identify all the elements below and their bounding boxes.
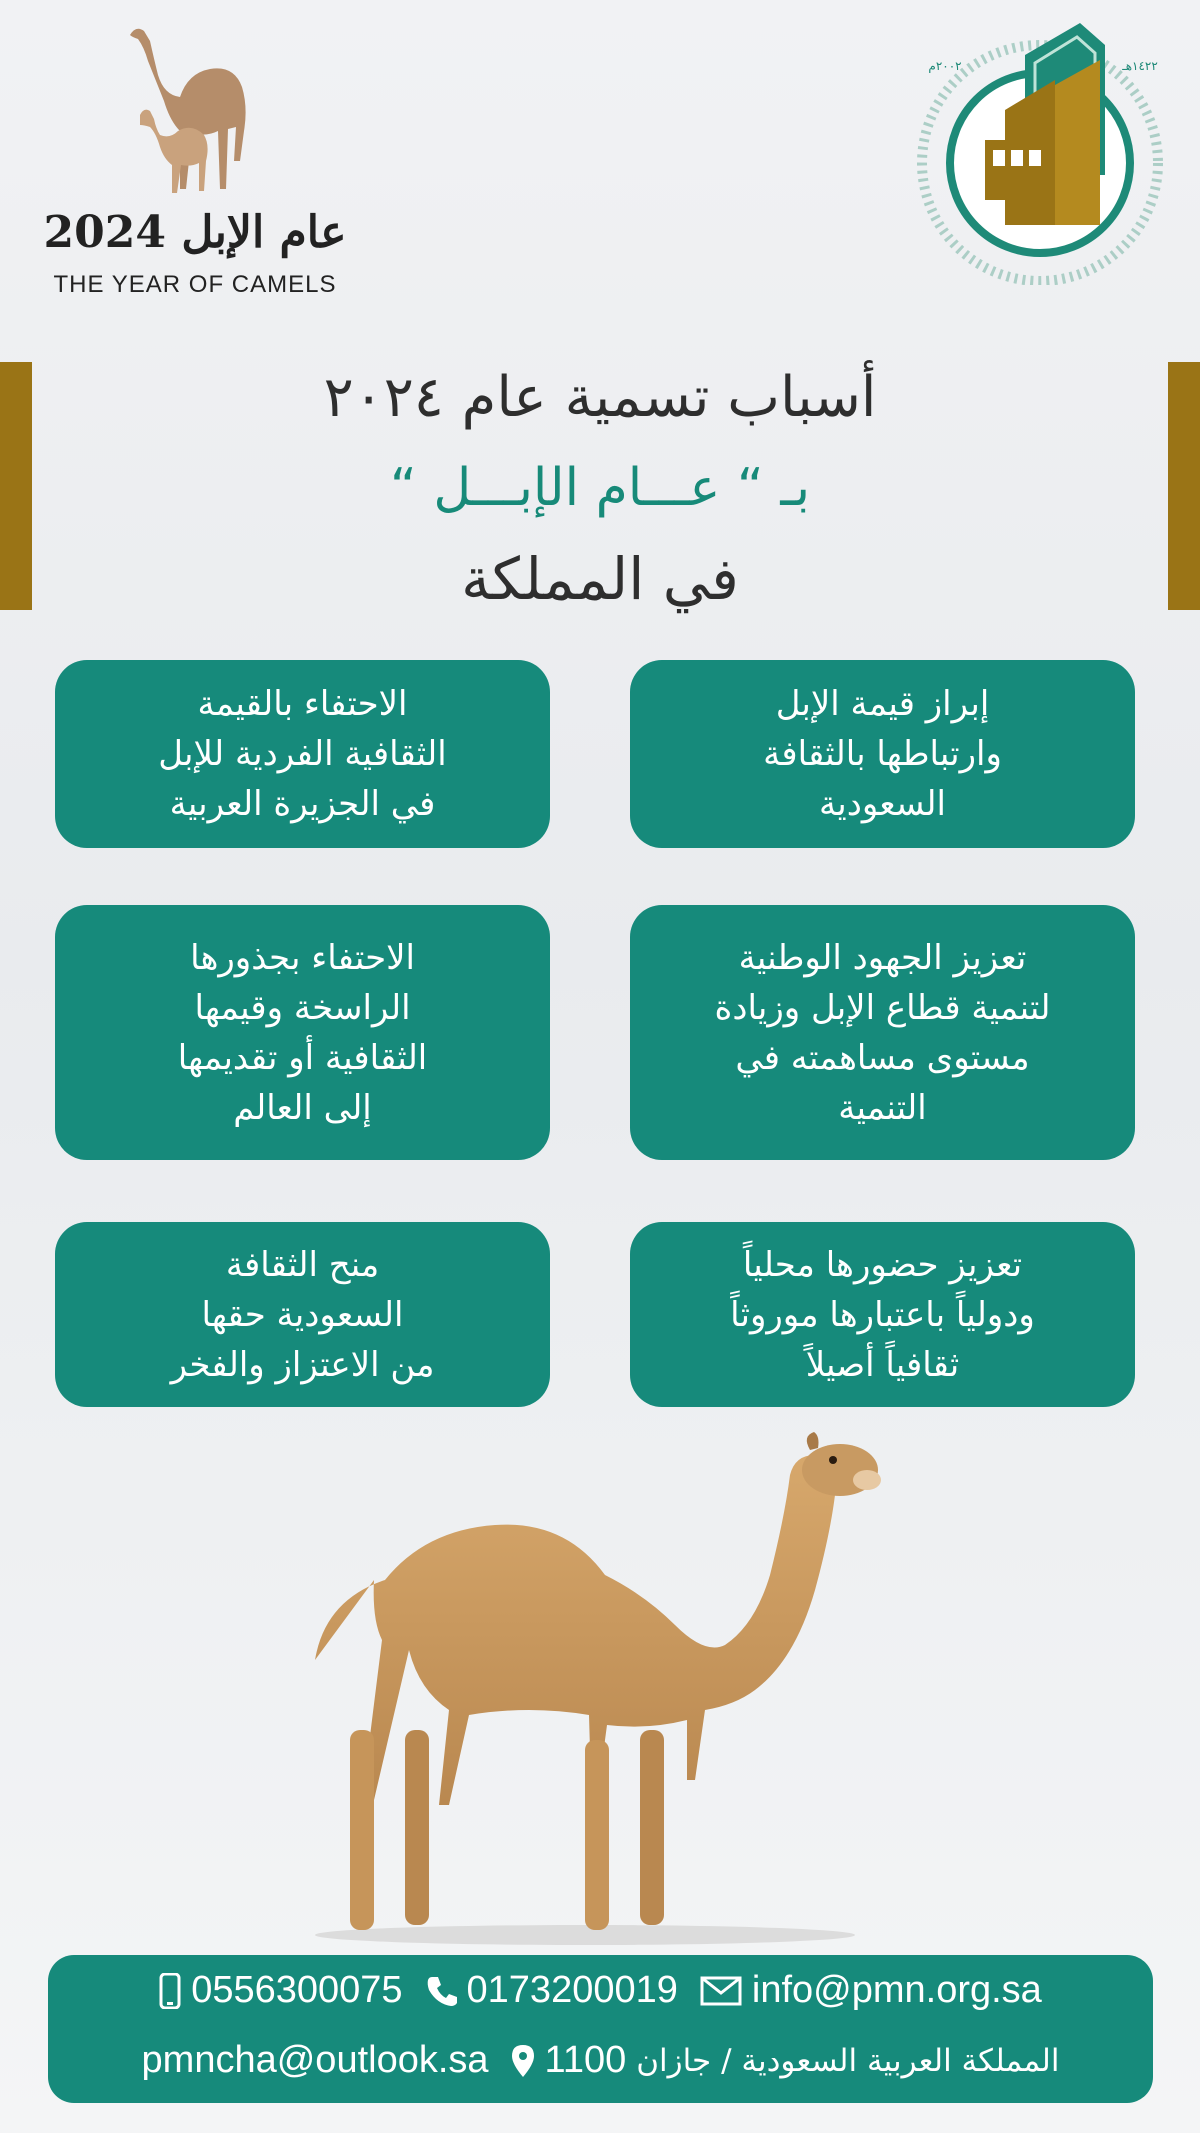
reason-card-line: الاحتفاء بالقيمة [197,684,408,724]
phone-icon [425,1975,457,2007]
reason-card-3 [630,905,1135,1160]
address-code: 1100 [544,2039,627,2081]
location-pin-icon [511,2044,535,2078]
reason-card-line: إبراز قيمة الإبل [775,684,990,724]
email-primary-contact[interactable] [700,1969,1042,2012]
address-text: المملكة العربية السعودية / جازان [636,2042,1060,2079]
reason-card-line: إلى العالم [233,1087,372,1128]
reason-card-line: في الجزيرة العربية [169,784,436,824]
title-line-1: أسباب تسمية عام ٢٠٢٤ [323,365,877,430]
reason-card-6 [55,1222,550,1407]
building-seal-icon [905,15,1175,285]
year-of-camels-logo [30,15,360,305]
reason-card-line: التنمية [838,1087,927,1128]
contact-footer [48,1955,1153,2103]
seal-date-hijri: ١٤٢٢هـ [1122,59,1158,73]
mobile-phone-icon [159,1973,181,2009]
landline-number[interactable]: 0173200019 [466,1969,678,2011]
mobile-contact[interactable] [159,1969,402,2012]
reason-card-line: منح الثقافة [225,1244,380,1285]
email-secondary[interactable]: pmncha@outlook.sa [141,2039,489,2081]
camel-pair-icon [110,15,280,205]
reason-card-4 [55,905,550,1160]
title-line-3: في المملكة [461,545,739,613]
reason-card-line: ثقافياً أصيلاً [805,1344,960,1385]
seal-date-gregorian: ٢٠٠٢م [928,59,962,73]
reason-card-line: مستوى مساهمته في [735,1037,1030,1078]
camel-illustration [255,1430,915,1950]
title-line-2: بـ “ عـــام الإبـــل “ [389,458,811,518]
reason-card-2 [55,660,550,848]
reason-card-line: السعودية حقها [201,1294,404,1335]
reason-card-1 [630,660,1135,848]
organization-logo [905,15,1175,285]
reason-card-line: لتنمية قطاع الإبل وزيادة [714,987,1051,1028]
reason-card-line: الثقافية الفردية للإبل [158,734,447,774]
email-primary[interactable]: info@pmn.org.sa [751,1969,1042,2011]
reason-card-line: الاحتفاء بجذورها [190,937,415,978]
camel-photo-icon [255,1430,915,1950]
envelope-icon [700,1976,742,2006]
address-contact [511,2039,1060,2082]
reason-card-line: من الاعتزاز والفخر [170,1344,435,1385]
footer-row-address [48,2039,1153,2082]
landline-contact[interactable] [425,1969,678,2012]
year-of-camels-arabic: عام الإبل 2024 [43,207,347,258]
reason-card-line: تعزيز حضورها محلياً [742,1244,1023,1285]
footer-row-contacts [48,1969,1153,2012]
reason-card-line: تعزيز الجهود الوطنية [738,937,1027,978]
reason-card-line: الراسخة وقيمها [194,987,411,1028]
reason-card-line: ودولياً باعتبارها موروثاً [730,1294,1035,1335]
mobile-number[interactable]: 0556300075 [191,1969,403,2011]
reason-card-5 [630,1222,1135,1407]
reason-card-line: السعودية [819,784,946,824]
reason-card-line: وارتباطها بالثقافة [763,734,1002,774]
year-of-camels-english: THE YEAR OF CAMELS [53,271,337,298]
reason-card-line: الثقافية أو تقديمها [177,1037,428,1078]
